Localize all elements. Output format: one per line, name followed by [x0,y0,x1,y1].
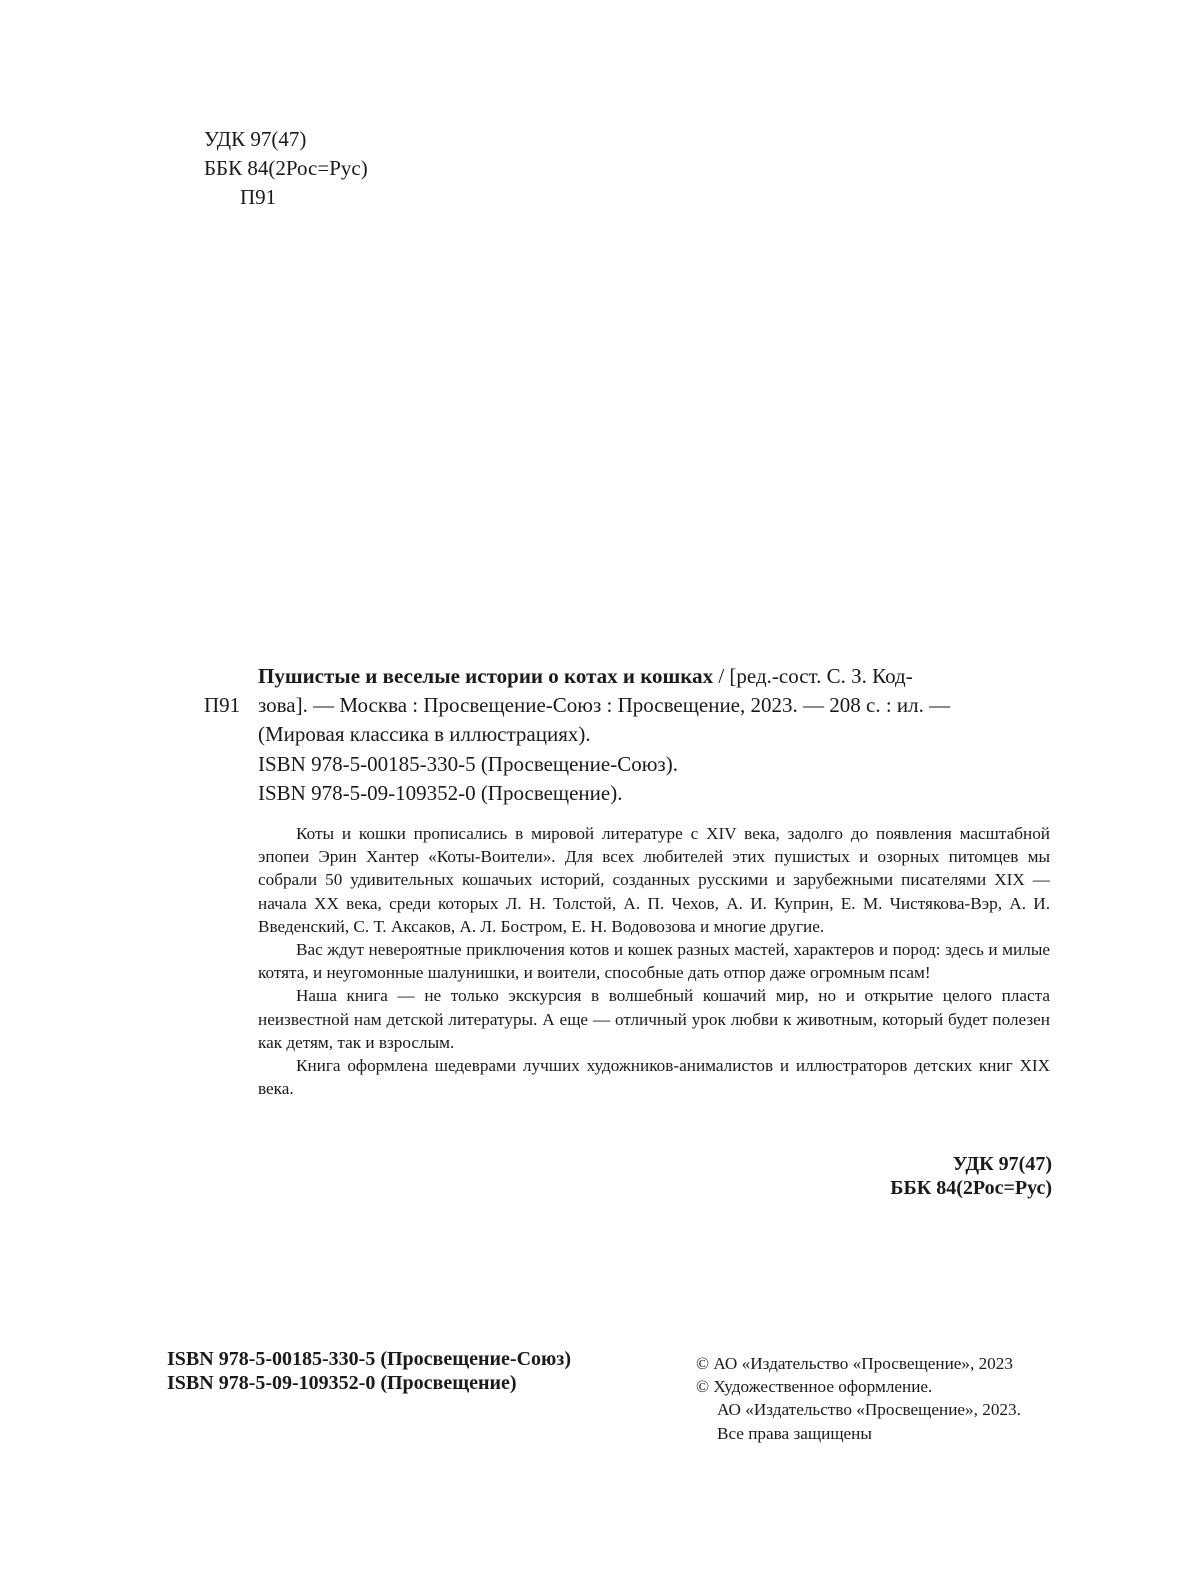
isbn-prosveshchenie-soyuz: ISBN 978-5-00185-330-5 (Просвещение-Союз). [258,752,678,776]
annotation [258,822,1050,1100]
udk-code-bottom: УДК 97(47) [952,1153,1052,1175]
annotation-paragraph: Коты и кошки прописались в мировой литературе с XIV века, задолго до появления масштабной эпопеи Эрин Хантер «Коты-Воители». Для всех любителей этих пушистых и озорных питомцев мы собрали 50 удивительных кошачьих историй, созданных русскими и зарубежными писателями XIX — начала XX века, среди которых Л. Н. Толстой, А. П. Чехов, А. И. Куприн, Е. М. Чистякова-Вэр, А. И. Введенский, С. Т. Аксаков, А. Л. Бостром, Е. Н. Водовозова и многие другие. [258,824,1050,936]
isbn-prosveshchenie: ISBN 978-5-09-109352-0 (Просвещение). [258,781,623,805]
bbk-code: ББК 84(2Рос=Рус) [204,156,368,180]
isbn-footer [167,1347,571,1395]
copyright-line-1: © АО «Издательство «Просвещение», 2023 [696,1354,1013,1373]
isbn-footer-2: ISBN 978-5-09-109352-0 (Просвещение) [167,1372,517,1394]
copyright-line-3: АО «Издательство «Просвещение», 2023. [717,1400,1021,1420]
editor-info: / [ред.-сост. С. З. Код- [713,664,913,688]
biblio-line-3: (Мировая классика в иллюстрациях). [258,722,591,746]
isbn-footer-1: ISBN 978-5-00185-330-5 (Просвещение-Союз) [167,1348,571,1370]
copyright-line-4: Все права защищены [717,1423,872,1443]
bibliographic-record [258,662,1053,749]
classification-codes-top [204,125,368,212]
udk-code: УДК 97(47) [204,127,307,151]
classification-codes-bottom [890,1152,1052,1200]
annotation-paragraph: Книга оформлена шедеврами лучших художников-анималистов и иллюстраторов детских книг XIX века. [258,1056,1050,1099]
author-mark-side: П91 [204,693,241,717]
isbn-list [258,750,678,808]
annotation-paragraph: Наша книга — не только экскурсия в волшебный кошачий мир, но и открытие целого пласта неизвестной нам детской литературы. А еще — отличный урок любви к животным, который будет полезен как детям, так и взрослым. [258,986,1050,1052]
biblio-line-2: зова]. — Москва : Просвещение-Союз : Просвещение, 2023. — 208 с. : ил. — [258,693,951,717]
biblio-line-1 [258,662,1053,691]
bbk-code-bottom: ББК 84(2Рос=Рус) [890,1177,1052,1199]
author-mark: П91 [240,185,277,209]
book-title: Пушистые и веселые истории о котах и кошках [258,664,714,688]
annotation-paragraph: Вас ждут невероятные приключения котов и кошек разных мастей, характеров и пород: здесь и милые котята, и неугомонные шалунишки, и воители, способные дать отпор даже огромным псам! [258,940,1050,983]
copyright-line-2: © Художественное оформление. [696,1377,933,1397]
copyright-notice [696,1352,1021,1445]
